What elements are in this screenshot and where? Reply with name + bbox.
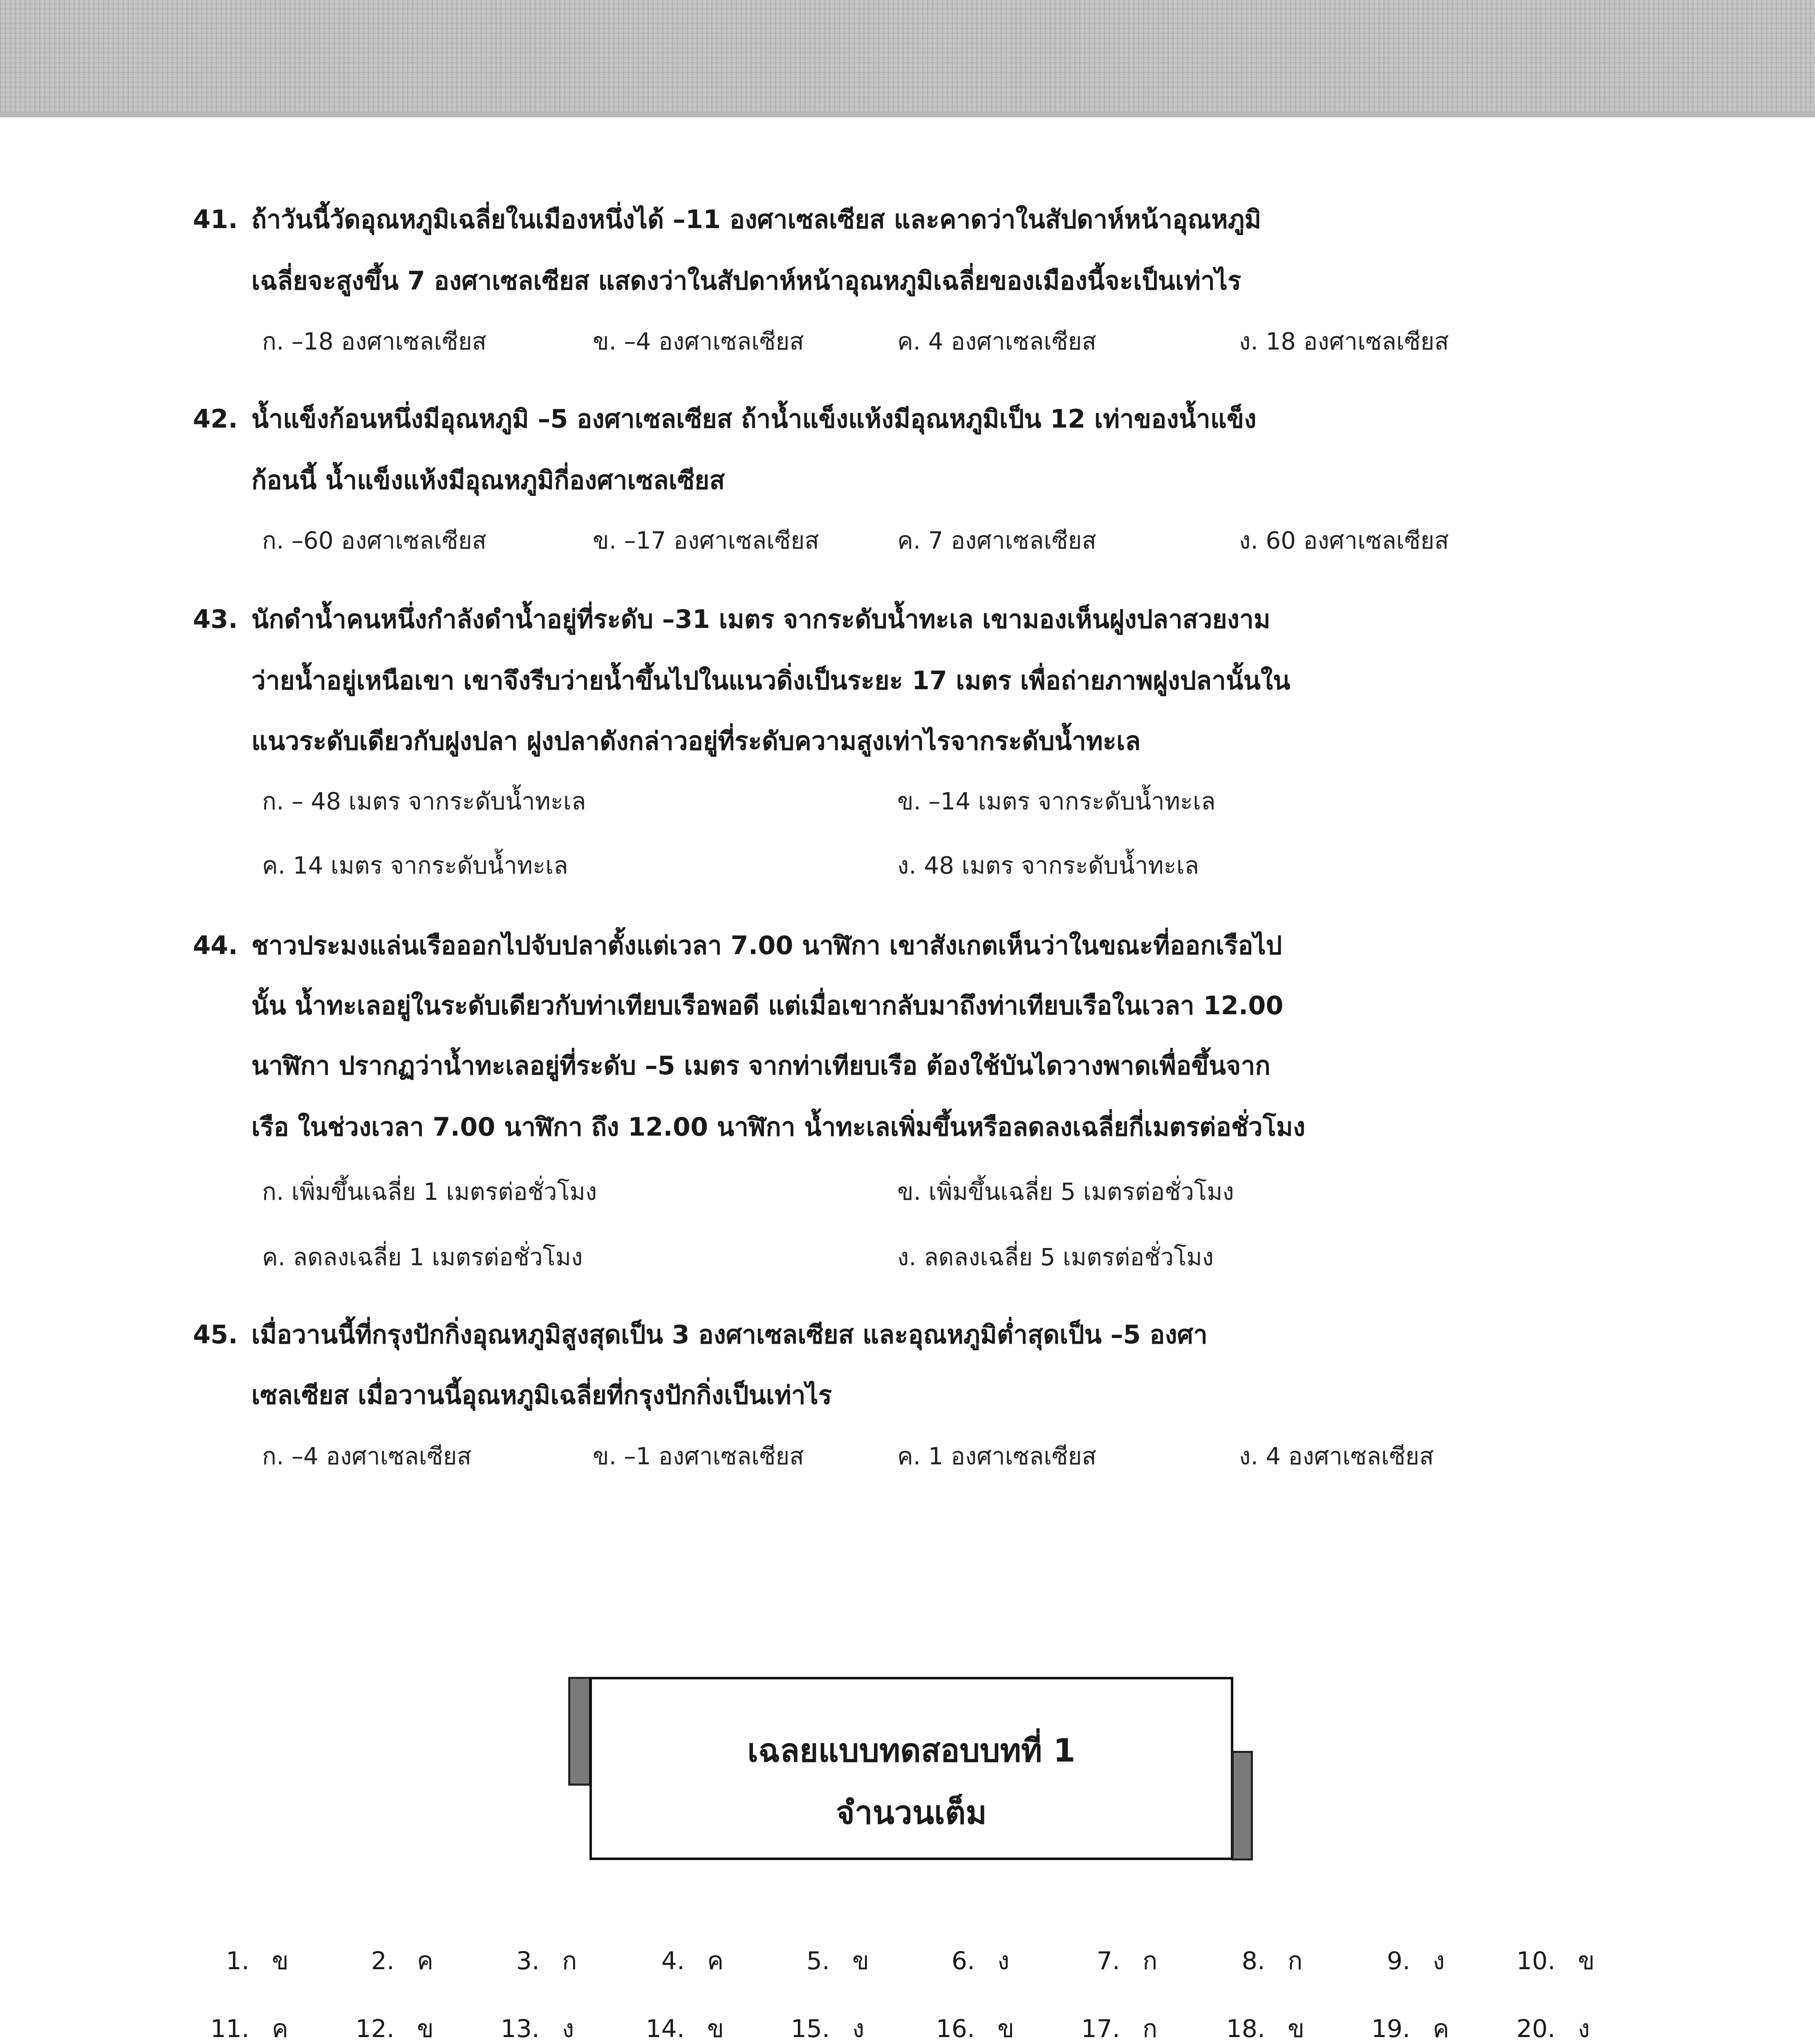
question-number: 43. [193, 604, 238, 634]
choice-a[interactable]: ก. – 48 เมตร จากระดับน้ำทะเล [262, 787, 586, 815]
answer-letter: ก [1288, 1947, 1303, 1975]
answer-number: 20. [1516, 2015, 1555, 2043]
answer-item [482, 2010, 574, 2044]
answer-number: 5. [806, 1947, 830, 1975]
answer-letter: ข [1288, 2015, 1305, 2043]
question-text-line: นาฬิกา ปรากฏว่าน้ำทะเลอยู่ที่ระดับ –5 เมตร จากท่าเทียบเรือ ต้องใช้บันไดวางพาดเพื่อขึ้นจาก [251, 1051, 1270, 1080]
answer-item [1498, 2010, 1590, 2044]
answer-number: 10. [1516, 1947, 1555, 1975]
question-number: 45. [193, 1320, 238, 1349]
question-text-line: เฉลี่ยจะสูงขึ้น 7 องศาเซลเซียส แสดงว่าในสัปดาห์หน้าอุณหภูมิเฉลี่ยของเมืองนี้จะเป็นเท่าไร [251, 266, 1241, 296]
question-number: 44. [193, 930, 238, 960]
question-text-line: ชาวประมงแล่นเรือออกไปจับปลาตั้งแต่เวลา 7.00 นาฬิกา เขาสังเกตเห็นว่าในขณะที่ออกเรือไป [251, 930, 1282, 960]
answer-letter: ง [562, 2015, 574, 2043]
choice-b[interactable]: ข. –1 องศาเซลเซียส [593, 1442, 804, 1470]
choice-a[interactable]: ก. –18 องศาเซลเซียส [262, 327, 487, 355]
answer-item [773, 1943, 869, 1979]
question-text-line: น้ำแข็งก้อนหนึ่งมีอุณหภูมิ –5 องศาเซลเซียส ถ้าน้ำแข็งแห้งมีอุณหภูมิเป็น 12 เท่าของน้ำแข็ง [251, 404, 1257, 434]
answer-number: 3. [516, 1947, 540, 1975]
header-band [0, 0, 1815, 117]
answer-item [918, 2010, 1014, 2044]
answer-item [1498, 1943, 1595, 1979]
choice-a[interactable]: ก. –60 องศาเซลเซียส [262, 527, 487, 554]
choice-d[interactable]: ง. 48 เมตร จากระดับน้ำทะเล [897, 852, 1199, 879]
answer-item [1208, 1943, 1302, 1979]
answer-letter: ค [272, 2015, 289, 2043]
answer-letter: ข [707, 2015, 724, 2043]
question-text-line: ว่ายน้ำอยู่เหนือเขา เขาจึงรีบว่ายน้ำขึ้นไปในแนวดิ่งเป็นระยะ 17 เมตร เพื่อถ่ายภาพฝูงปลานั้นใน [251, 666, 1291, 695]
answer-item [482, 1943, 577, 1979]
answer-item [192, 2010, 288, 2044]
answer-letter: ข [417, 2015, 434, 2043]
question-text-line: เรือ ในช่วงเวลา 7.00 นาฬิกา ถึง 12.00 นาฬิกา น้ำทะเลเพิ่มขึ้นหรือลดลงเฉลี่ยกี่เมตรต่อชั่วโมง [251, 1112, 1306, 1142]
answer-item [1353, 2010, 1449, 2044]
choice-d[interactable]: ง. 60 องศาเซลเซียส [1239, 527, 1449, 554]
question-number: 42. [193, 404, 238, 434]
answer-key-title-box [589, 1677, 1233, 1860]
choice-b[interactable]: ข. –4 องศาเซลเซียส [593, 327, 804, 355]
choice-c[interactable]: ค. 1 องศาเซลเซียส [897, 1442, 1096, 1470]
answer-letter: ค [707, 1947, 724, 1975]
answer-letter: ข [1578, 1947, 1595, 1975]
choice-a[interactable]: ก. –4 องศาเซลเซียส [262, 1442, 472, 1470]
answer-number: 11. [210, 2015, 249, 2043]
choice-b[interactable]: ข. –17 องศาเซลเซียส [593, 527, 819, 554]
box-tab-right [1232, 1751, 1253, 1860]
answer-letter: ข [272, 1947, 289, 1975]
answer-key-title: เฉลยแบบทดสอบบทที่ 1 [747, 1732, 1076, 1769]
answer-item [1353, 1943, 1445, 1979]
answer-number: 4. [661, 1947, 685, 1975]
answer-item [918, 1943, 1009, 1979]
answer-letter: ค [417, 1947, 434, 1975]
answer-letter: ง [852, 2015, 865, 2043]
box-tab-left [568, 1677, 591, 1786]
answer-number: 6. [951, 1947, 975, 1975]
answer-item [627, 2010, 724, 2044]
question-text-line: ถ้าวันนี้วัดอุณหภูมิเฉลี่ยในเมืองหนึ่งได้ –11 องศาเซลเซียส และคาดว่าในสัปดาห์หน้าอุณหภูมิ [251, 204, 1262, 234]
answer-number: 15. [791, 2015, 830, 2043]
answer-number: 9. [1387, 1947, 1410, 1975]
answer-key-subtitle: จำนวนเต็ม [836, 1795, 987, 1831]
question-text-line: เมื่อวานนี้ที่กรุงปักกิ่งอุณหภูมิสูงสุดเป็น 3 องศาเซลเซียส และอุณหภูมิต่ำสุดเป็น –5 องศา [251, 1320, 1208, 1349]
choice-b[interactable]: ข. เพิ่มขึ้นเฉลี่ย 5 เมตรต่อชั่วโมง [897, 1178, 1234, 1206]
answer-item [1063, 1943, 1157, 1979]
answer-number: 14. [645, 2015, 685, 2043]
answer-letter: ก [562, 1947, 577, 1975]
answer-number: 12. [355, 2015, 394, 2043]
answer-item [773, 2010, 864, 2044]
question-text-line: เซลเซียส เมื่อวานนี้อุณหภูมิเฉลี่ยที่กรุงปักกิ่งเป็นเท่าไร [251, 1380, 832, 1410]
choice-c[interactable]: ค. 7 องศาเซลเซียส [897, 527, 1096, 554]
answer-letter: ค [1433, 2015, 1450, 2043]
answer-item [1063, 2010, 1157, 2044]
question-text-line: ก้อนนี้ น้ำแข็งแห้งมีอุณหภูมิกี่องศาเซลเซียส [251, 465, 725, 495]
choice-c[interactable]: ค. 14 เมตร จากระดับน้ำทะเล [262, 852, 568, 879]
answer-item [1208, 2010, 1304, 2044]
answer-item [337, 1943, 433, 1979]
answer-letter: ข [852, 1947, 869, 1975]
answer-number: 16. [936, 2015, 975, 2043]
answer-letter: ก [1143, 2015, 1158, 2043]
choice-a[interactable]: ก. เพิ่มขึ้นเฉลี่ย 1 เมตรต่อชั่วโมง [262, 1178, 597, 1206]
answer-item [627, 1943, 724, 1979]
answer-item [192, 1943, 289, 1979]
choice-d[interactable]: ง. 18 องศาเซลเซียส [1239, 327, 1449, 355]
answer-letter: ก [1143, 1947, 1158, 1975]
answer-number: 8. [1241, 1947, 1265, 1975]
question-text-line: นักดำน้ำคนหนึ่งกำลังดำน้ำอยู่ที่ระดับ –31 เมตร จากระดับน้ำทะเล เขามองเห็นฝูงปลาสวยงาม [251, 604, 1270, 634]
answer-letter: ง [1578, 2015, 1590, 2043]
answer-number: 1. [226, 1947, 249, 1975]
question-text-line: นั้น น้ำทะเลอยู่ในระดับเดียวกับท่าเทียบเรือพอดี แต่เมื่อเขากลับมาถึงท่าเทียบเรือในเวลา 12.00 [251, 991, 1284, 1020]
answer-number: 17. [1081, 2015, 1120, 2043]
choice-d[interactable]: ง. 4 องศาเซลเซียส [1239, 1442, 1434, 1470]
answer-item [337, 2010, 434, 2044]
answer-letter: ง [997, 1947, 1010, 1975]
answer-number: 19. [1371, 2015, 1410, 2043]
answer-number: 18. [1226, 2015, 1265, 2043]
choice-d[interactable]: ง. ลดลงเฉลี่ย 5 เมตรต่อชั่วโมง [897, 1243, 1214, 1271]
answer-letter: ง [1433, 1947, 1445, 1975]
answer-letter: ข [997, 2015, 1015, 2043]
choice-c[interactable]: ค. ลดลงเฉลี่ย 1 เมตรต่อชั่วโมง [262, 1243, 583, 1271]
answer-number: 7. [1096, 1947, 1120, 1975]
question-number: 41. [193, 204, 238, 234]
question-text-line: แนวระดับเดียวกับฝูงปลา ฝูงปลาดังกล่าวอยู่ที่ระดับความสูงเท่าไรจากระดับน้ำทะเล [251, 726, 1141, 756]
answer-number: 2. [371, 1947, 394, 1975]
choice-c[interactable]: ค. 4 องศาเซลเซียส [897, 327, 1096, 355]
answer-number: 13. [500, 2015, 540, 2043]
choice-b[interactable]: ข. –14 เมตร จากระดับน้ำทะเล [897, 787, 1216, 815]
